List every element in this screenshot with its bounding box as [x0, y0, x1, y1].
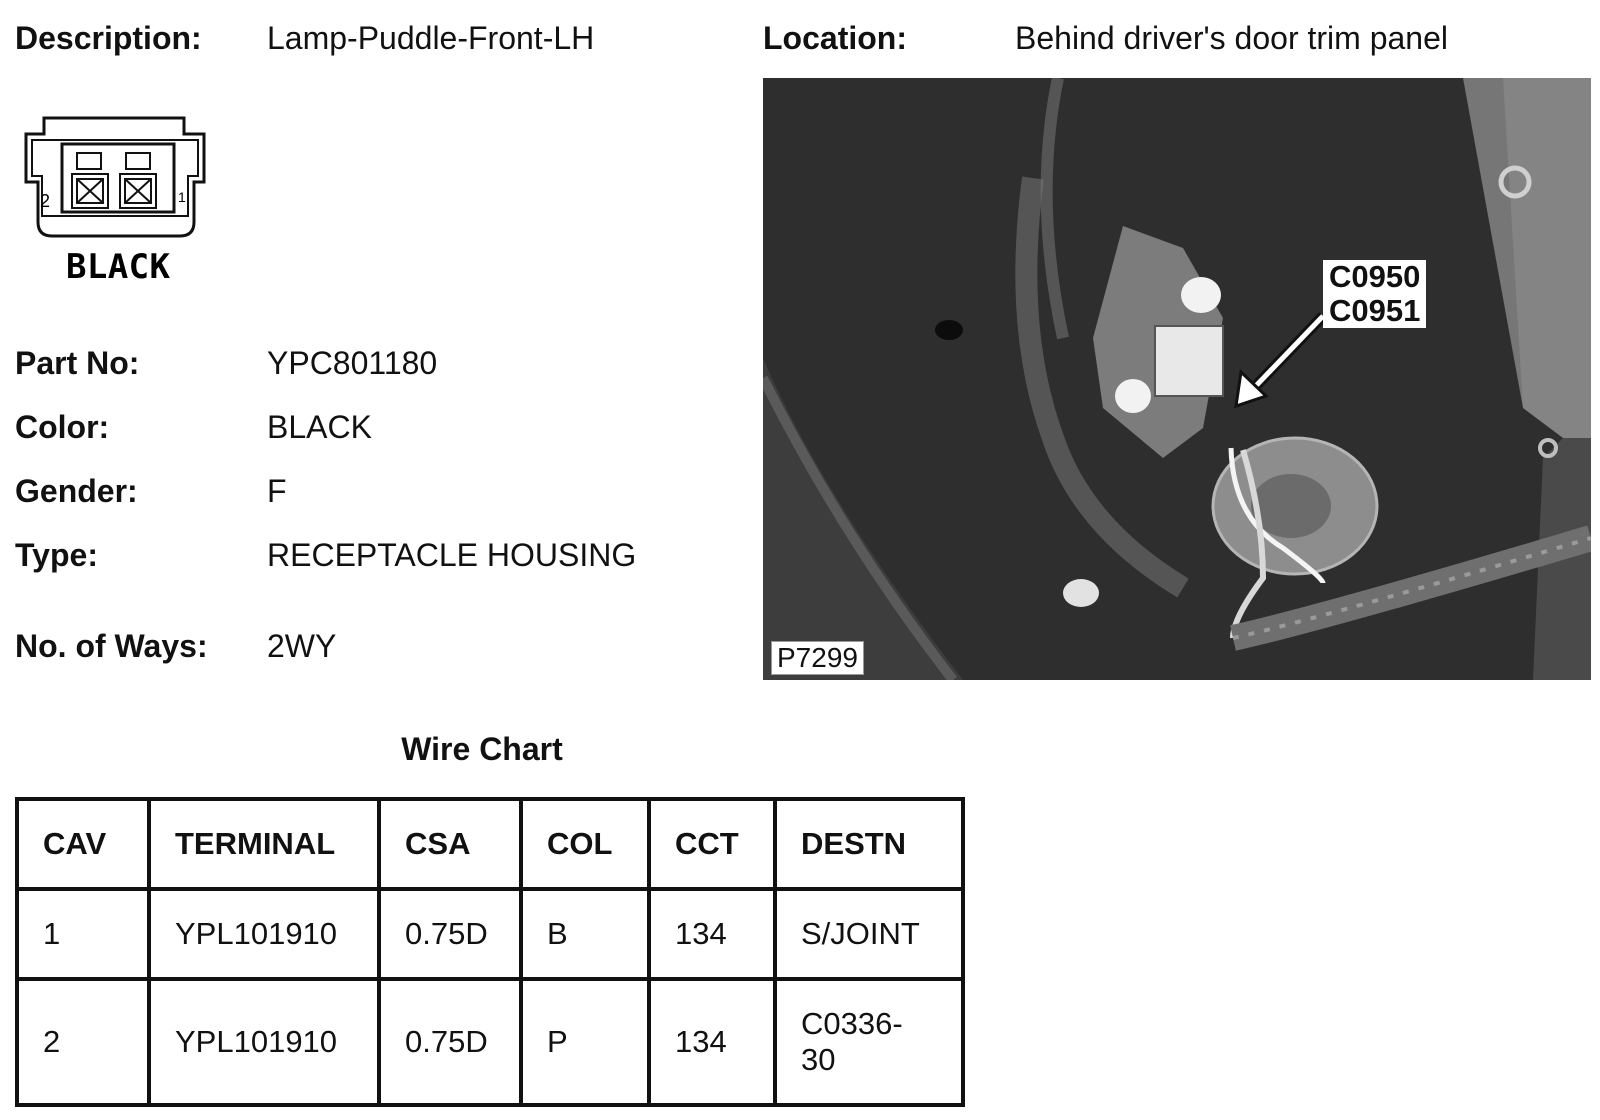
header-cav: CAV — [17, 799, 149, 889]
cell-col: B — [521, 889, 649, 979]
table-row — [17, 979, 963, 1105]
part-no-value: YPC801180 — [267, 345, 438, 381]
callout-c0951: C0951 — [1323, 294, 1426, 328]
cell-destn: C0336-30 — [775, 979, 963, 1105]
header-destn: DESTN — [775, 799, 963, 889]
cell-csa: 0.75D — [379, 979, 521, 1105]
description-value: Lamp-Puddle-Front-LH — [267, 20, 595, 56]
wire-chart-header-row — [17, 799, 963, 889]
color-label: Color: — [15, 409, 110, 445]
pin-2-label: 2 — [40, 191, 51, 211]
connector-color-text: BLACK — [66, 247, 170, 287]
location-photo — [763, 78, 1591, 680]
pin-1-label: 1 — [178, 189, 186, 205]
table-row — [17, 889, 963, 979]
header-col: COL — [521, 799, 649, 889]
cell-col: P — [521, 979, 649, 1105]
connector-drawing — [22, 112, 208, 292]
type-value: RECEPTACLE HOUSING — [267, 537, 637, 573]
ways-label: No. of Ways: — [15, 628, 208, 664]
cell-cct: 134 — [649, 979, 775, 1105]
cell-terminal: YPL101910 — [149, 979, 379, 1105]
gender-value: F — [267, 473, 287, 509]
photo-scene — [763, 78, 1591, 680]
gender-label: Gender: — [15, 473, 138, 509]
photo-id-label: P7299 — [771, 641, 864, 675]
cell-cct: 134 — [649, 889, 775, 979]
cell-terminal: YPL101910 — [149, 889, 379, 979]
header-cct: CCT — [649, 799, 775, 889]
part-no-label: Part No: — [15, 345, 140, 381]
location-value: Behind driver's door trim panel — [1015, 20, 1448, 56]
type-label: Type: — [15, 537, 98, 573]
cell-cav: 2 — [17, 979, 149, 1105]
connector-face-diagram — [22, 112, 208, 292]
header-terminal: TERMINAL — [149, 799, 379, 889]
wire-chart-title: Wire Chart — [401, 731, 563, 767]
color-value: BLACK — [267, 409, 372, 445]
callout-c0950: C0950 — [1323, 260, 1426, 294]
ways-value: 2WY — [267, 628, 337, 664]
header-csa: CSA — [379, 799, 521, 889]
cell-cav: 1 — [17, 889, 149, 979]
cell-destn: S/JOINT — [775, 889, 963, 979]
location-label: Location: — [763, 20, 907, 56]
wire-chart-table — [15, 797, 965, 1107]
cell-csa: 0.75D — [379, 889, 521, 979]
description-label: Description: — [15, 20, 202, 56]
